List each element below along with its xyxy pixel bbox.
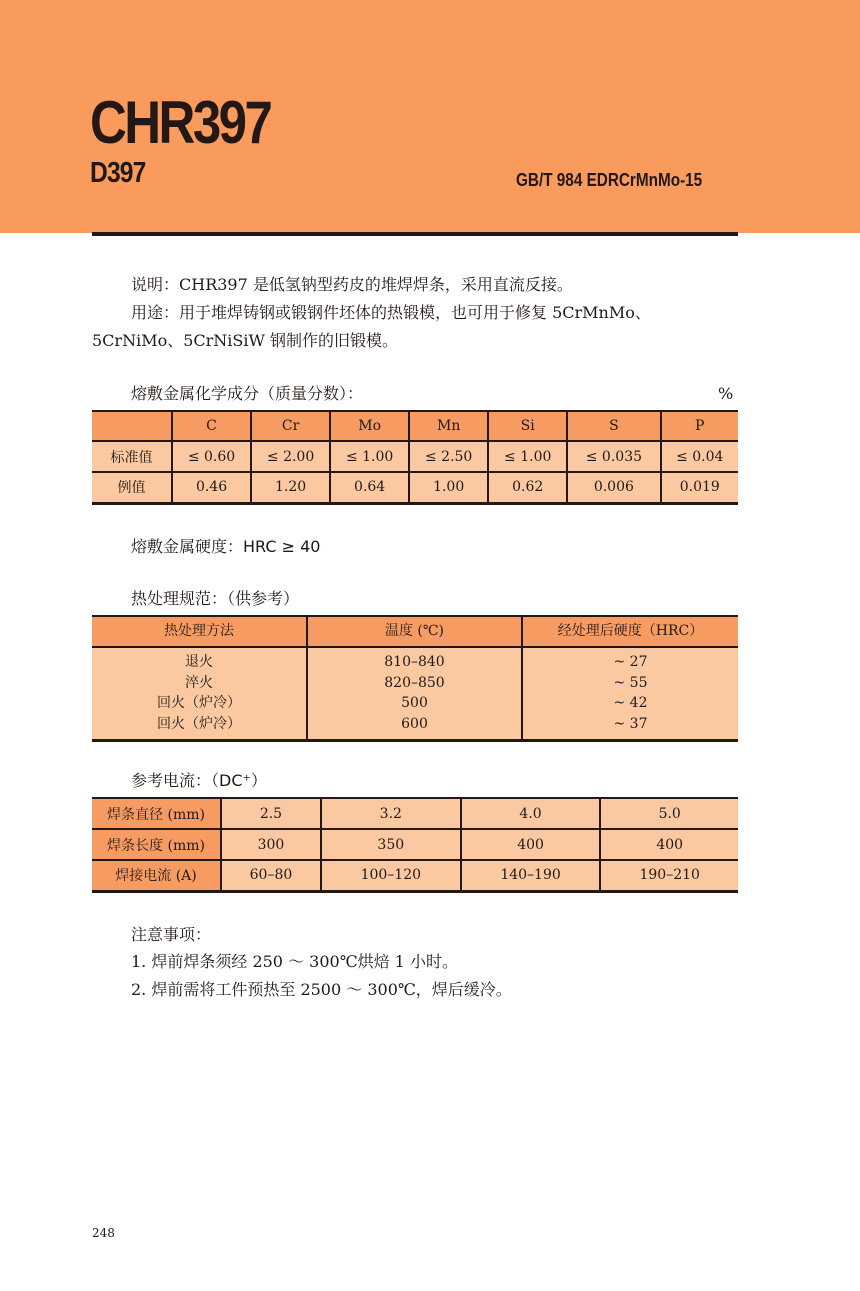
product-subtitle: D397 [90, 157, 146, 189]
cell: 热处理方法 [92, 616, 307, 647]
cell [522, 647, 738, 740]
hrc: ~ 42 [613, 695, 648, 712]
standard-code: GB/T 984 EDRCrMnMo-15 [516, 170, 703, 190]
temp: 600 [401, 715, 428, 732]
hrc: ~ 27 [613, 654, 648, 671]
temp: 810–840 [384, 654, 445, 671]
hrc: ~ 37 [613, 715, 648, 732]
cell: 60–80 [221, 860, 321, 891]
cell: 0.019 [661, 472, 738, 503]
divider [92, 232, 738, 236]
cell: S [567, 411, 660, 441]
cell: 温度 (℃) [307, 616, 522, 647]
note-item: 2. 焊前需将工件预热至 2500 ～ 300℃，焊后缓冷。 [131, 980, 512, 999]
heat-table [92, 615, 738, 742]
current-table [92, 797, 738, 893]
cell: 140–190 [461, 860, 601, 891]
cell: 标准值 [92, 441, 172, 472]
cell: 0.46 [172, 472, 251, 503]
cell: Mn [409, 411, 488, 441]
cell: 焊条长度 (mm) [92, 829, 221, 860]
cell: 1.20 [251, 472, 330, 503]
method: 退火 [185, 654, 213, 671]
cell: Si [488, 411, 567, 441]
hardness: 熔敷金属硬度：HRC ≥ 40 [131, 537, 321, 556]
desc-line: 5CrNiMo、5CrNiSiW 钢制作的旧锻模。 [92, 331, 399, 350]
page-number: 248 [92, 1226, 115, 1240]
cell: 100–120 [321, 860, 461, 891]
cell: 经处理后硬度（HRC） [522, 616, 738, 647]
desc-line: 说明：CHR397 是低氢钠型药皮的堆焊焊条，采用直流反接。 [131, 275, 573, 294]
current-title: 参考电流：（DC⁺） [131, 771, 267, 790]
cell: P [661, 411, 738, 441]
cell: Mo [330, 411, 409, 441]
cell: 400 [461, 829, 601, 860]
chem-table [92, 410, 738, 505]
cell: ≤ 1.00 [488, 441, 567, 472]
method: 淬火 [185, 674, 213, 691]
notes-title: 注意事项： [131, 925, 212, 944]
cell: 190–210 [600, 860, 738, 891]
cell [92, 647, 307, 740]
cell: 0.62 [488, 472, 567, 503]
cell [307, 647, 522, 740]
cell: 4.0 [461, 798, 601, 829]
method: 回火（炉冷） [157, 715, 241, 732]
cell: 0.64 [330, 472, 409, 503]
chem-unit: % [718, 384, 734, 403]
cell: ≤ 1.00 [330, 441, 409, 472]
cell: 1.00 [409, 472, 488, 503]
cell: 焊接电流 (A) [92, 860, 221, 891]
cell: ≤ 0.035 [567, 441, 660, 472]
method: 回火（炉冷） [157, 695, 241, 712]
chem-title: 熔敷金属化学成分（质量分数）： [131, 384, 364, 403]
cell: ≤ 2.00 [251, 441, 330, 472]
cell: 300 [221, 829, 321, 860]
cell: ≤ 0.60 [172, 441, 251, 472]
cell: 例值 [92, 472, 172, 503]
cell [92, 411, 172, 441]
cell: 焊条直径 (mm) [92, 798, 221, 829]
cell: ≤ 0.04 [661, 441, 738, 472]
temp: 500 [401, 695, 428, 712]
cell: 0.006 [567, 472, 660, 503]
cell: 5.0 [600, 798, 738, 829]
desc-line: 用途：用于堆焊铸钢或锻钢件坯体的热锻模，也可用于修复 5CrMnMo、 [131, 303, 651, 322]
cell: 350 [321, 829, 461, 860]
cell: 3.2 [321, 798, 461, 829]
temp: 820–850 [384, 674, 445, 691]
cell: 2.5 [221, 798, 321, 829]
note-item: 1. 焊前焊条须经 250 ～ 300℃烘焙 1 小时。 [131, 952, 458, 971]
cell: ≤ 2.50 [409, 441, 488, 472]
cell: C [172, 411, 251, 441]
hrc: ~ 55 [613, 674, 648, 691]
heat-title: 热处理规范：（供参考） [131, 589, 300, 608]
product-title: CHR397 [90, 89, 271, 156]
cell: 400 [600, 829, 738, 860]
cell: Cr [251, 411, 330, 441]
